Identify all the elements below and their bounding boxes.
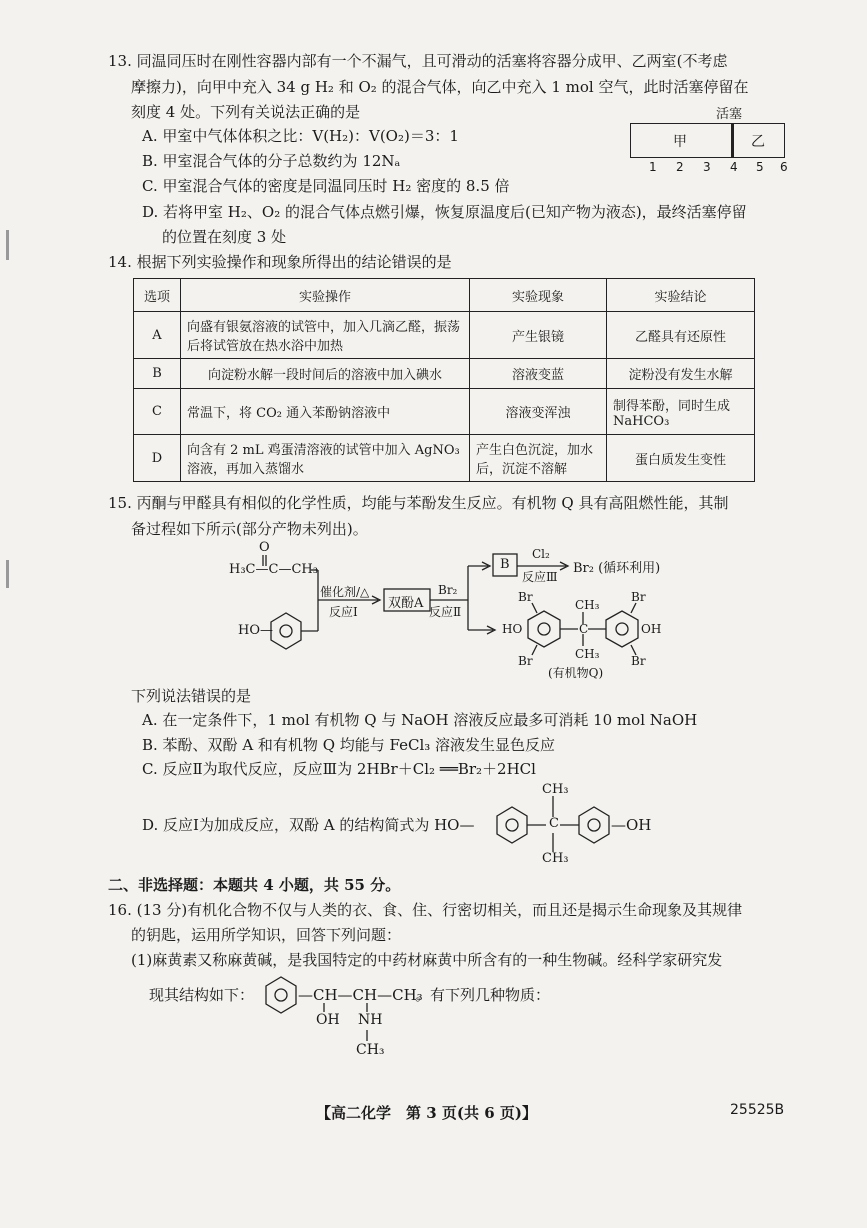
cell: 蛋白质发生变性 — [607, 435, 755, 482]
cell: 向含有 2 mL 鸡蛋清溶液的试管中加入 AgNO₃ 溶液，再加入蒸馏水 — [181, 435, 470, 482]
cell: 产生白色沉淀，加水后，沉淀不溶解 — [470, 435, 607, 482]
reaction3-reagent: Cl₂ — [532, 547, 550, 561]
ephedrine-chain: —CH—CH—CH₃ — [298, 986, 423, 1004]
col-header-option: 选项 — [134, 279, 181, 312]
col-header-phenomenon: 实验现象 — [470, 279, 607, 312]
room-a-label: 甲 — [673, 134, 687, 150]
q15-d-ch3-top: CH₃ — [542, 782, 569, 797]
cell: 溶液变蓝 — [470, 359, 607, 389]
q15-option-b: B. 苯酚、双酚 A 和有机物 Q 均能与 FeCl₃ 溶液发生显色反应 — [142, 736, 556, 754]
q15-option-d: D. 反应Ⅰ为加成反应，双酚 A 的结构简式为 HO— — [142, 816, 475, 834]
compound-b-box: B — [500, 557, 510, 572]
piston-label: 活塞 — [716, 107, 743, 122]
cell: 制得苯酚，同时生成 NaHCO₃ — [607, 389, 755, 435]
acetone-formula: H₃C—C—CH₃ — [229, 562, 318, 577]
ephedrine-oh: OH — [316, 1012, 340, 1028]
q14-stem: 14. 根据下列实验操作和现象所得出的结论错误的是 — [108, 253, 452, 271]
q15-question: 下列说法错误的是 — [131, 687, 252, 705]
q13-stem-line3: 刻度 4 处。下列有关说法正确的是 — [131, 103, 361, 121]
cell: 溶液变浑浊 — [470, 389, 607, 435]
br2-recycle: Br₂ (循环利用) — [573, 561, 661, 576]
tick-1: 1 — [649, 160, 657, 174]
col-header-operation: 实验操作 — [181, 279, 470, 312]
reaction1-label: 反应Ⅰ — [329, 605, 358, 619]
q15-option-a: A. 在一定条件下，1 mol 有机物 Q 与 NaOH 溶液反应最多可消耗 10 mol NaOH — [142, 711, 698, 729]
reaction3-label: 反应Ⅲ — [522, 570, 558, 584]
q-br-bottom-left: Br — [518, 654, 533, 668]
q15-stem-line2: 备过程如下所示(部分产物未列出)。 — [131, 520, 368, 538]
q-br-top-left: Br — [518, 590, 533, 604]
cell: C — [134, 389, 181, 435]
room-b-label: 乙 — [751, 134, 765, 150]
q-br-top-right: Br — [631, 590, 646, 604]
q-oh: OH — [641, 622, 662, 636]
ephedrine-ch3: CH₃ — [356, 1042, 385, 1058]
cell: 向盛有银氨溶液的试管中，加入几滴乙醛，振荡后将试管放在热水浴中加热 — [181, 312, 470, 359]
q15-option-d-oh: —OH — [611, 816, 652, 834]
page-footer: 【高二化学 第 3 页(共 6 页)】 — [316, 1104, 537, 1122]
reaction1-condition: 催化剂/△ — [320, 585, 370, 599]
cell: 乙醛具有还原性 — [607, 312, 755, 359]
q-ch3-bottom: CH₃ — [575, 647, 600, 661]
q13-stem-line2: 摩擦力)，向甲中充入 34 g H₂ 和 O₂ 的混合气体，向乙中充入 1 mol 空气，此时活塞停留在 — [131, 78, 749, 96]
reaction2-reagent: Br₂ — [438, 583, 458, 597]
reaction2-label: 反应Ⅱ — [429, 605, 462, 619]
q-label: (有机物Q) — [548, 666, 604, 680]
acetone-oxygen: O — [259, 540, 270, 555]
cell: 产生银镜 — [470, 312, 607, 359]
tick-4: 4 — [730, 160, 738, 174]
ephedrine-nh: NH — [358, 1012, 383, 1028]
q13-option-d-line2: 的位置在刻度 3 处 — [162, 228, 287, 246]
q-ch3-top: CH₃ — [575, 598, 600, 612]
q16-sub1-line2-suffix: 。有下列几种物质： — [415, 986, 551, 1004]
bisphenol-a-box: 双酚A — [388, 596, 424, 611]
cell: 向淀粉水解一段时间后的溶液中加入碘水 — [181, 359, 470, 389]
q16-stem-line2: 的钥匙，运用所学知识，回答下列问题： — [131, 926, 402, 944]
cell: 淀粉没有发生水解 — [607, 359, 755, 389]
q16-sub1-line1: (1)麻黄素又称麻黄碱，是我国特定的中药材麻黄中所含有的一种生物碱。经科学家研究发 — [131, 951, 723, 969]
cell: D — [134, 435, 181, 482]
phenol-ho: HO— — [238, 623, 273, 638]
q-central-c: C — [579, 622, 589, 636]
q-br-bottom-right: Br — [631, 654, 646, 668]
section-two-heading: 二、非选择题：本题共 4 小题，共 55 分。 — [108, 876, 401, 894]
q13-stem-line1: 13. 同温同压时在刚性容器内部有一个不漏气，且可滑动的活塞将容器分成甲、乙两室(不考虑 — [108, 52, 728, 70]
q15-stem-line1: 15. 丙酮与甲醛具有相似的化学性质，均能与苯酚发生反应。有机物 Q 具有高阻燃性能，其制 — [108, 494, 729, 512]
q13-option-a: A. 甲室中气体体积之比：V(H₂)：V(O₂)＝3：1 — [142, 127, 459, 145]
q13-option-b: B. 甲室混合气体的分子总数约为 12Nₐ — [142, 152, 401, 170]
tick-6: 6 — [780, 160, 788, 174]
tick-2: 2 — [676, 160, 684, 174]
paper-code: 25525B — [730, 1102, 785, 1118]
col-header-conclusion: 实验结论 — [607, 279, 755, 312]
q13-option-c: C. 甲室混合气体的密度是同温同压时 H₂ 密度的 8.5 倍 — [142, 177, 510, 195]
tick-5: 5 — [756, 160, 764, 174]
q15-d-ch3-bottom: CH₃ — [542, 851, 569, 866]
q13-option-d-line1: D. 若将甲室 H₂、O₂ 的混合气体点燃引爆，恢复原温度后(已知产物为液态)，最终活塞停留 — [142, 203, 747, 221]
q16-sub1-line2-prefix: 现其结构如下： — [149, 986, 255, 1004]
q-ho: HO — [502, 622, 523, 636]
q15-option-c: C. 反应Ⅱ为取代反应，反应Ⅲ为 2HBr＋Cl₂ ══Br₂＋2HCl — [142, 760, 536, 778]
q16-stem-line1: 16. (13 分)有机化合物不仅与人类的衣、食、住、行密切相关，而且还是揭示生命现象及其规律 — [108, 901, 743, 919]
cell: B — [134, 359, 181, 389]
q15-d-central-c: C — [549, 816, 559, 831]
cell: 常温下，将 CO₂ 通入苯酚钠溶液中 — [181, 389, 470, 435]
cell: A — [134, 312, 181, 359]
tick-3: 3 — [703, 160, 711, 174]
